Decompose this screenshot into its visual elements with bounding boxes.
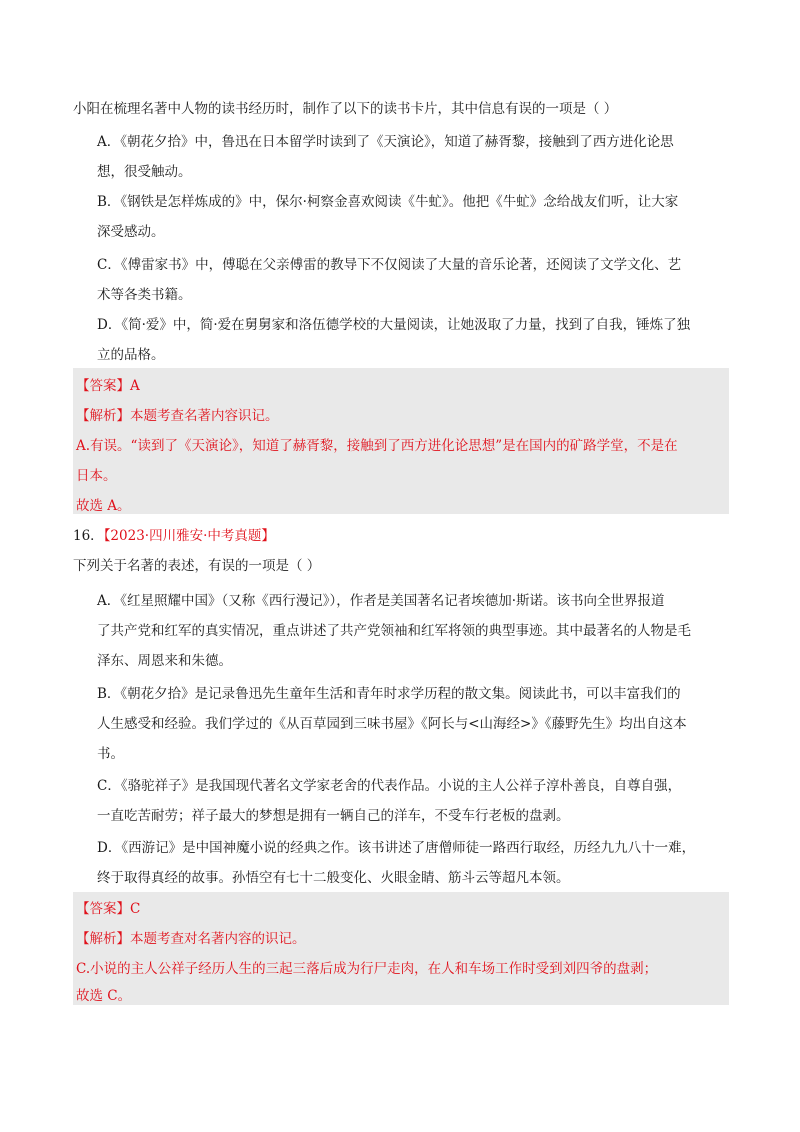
q16-stem: 下列关于名著的表述，有误的一项是（ ） <box>73 558 321 574</box>
q16-source: 【2023·四川雅安·中考真题】 <box>103 528 275 544</box>
q15-answer <box>76 377 140 395</box>
q15-option-b-line1: B．《钢铁是怎样炼成的》中，保尔·柯察金喜欢阅读《牛虻》。他把《牛虻》念给战友们听，让大家 <box>97 194 679 210</box>
q16-option-c-line1: C．《骆驼祥子》是我国现代著名文学家老舍的代表作品。小说的主人公祥子淳朴善良，自尊自强， <box>97 778 682 794</box>
q15-answer-label: 【答案】 <box>76 378 130 394</box>
q16-choose: 故选 C。 <box>76 988 132 1004</box>
q15-option-a-line1: A．《朝花夕拾》中，鲁迅在日本留学时读到了《天演论》，知道了赫胥黎，接触到了西方进化论思 <box>97 134 674 150</box>
q15-answer-value: A <box>130 378 140 394</box>
q16-answer-label: 【答案】 <box>76 901 130 917</box>
q16-analysis-label: 【解析】 <box>76 931 130 947</box>
q16-option-a-line2: 了共产党和红军的真实情况，重点讲述了共产党领袖和红军将领的典型事迹。其中最著名的人物是毛 <box>97 623 691 639</box>
q15-analysis-text: 本题考查名著内容识记。 <box>130 408 279 424</box>
q16-option-b-line2: 人生感受和经验。我们学过的《从百草园到三味书屋》《阿长与<山海经>》《藤野先生》均出自这本 <box>97 716 687 732</box>
q16-option-d-line1: D．《西游记》是中国神魔小说的经典之作。该书讲述了唐僧师徒一路西行取经，历经九九八十一难， <box>97 840 696 856</box>
q16-answer-value: C <box>130 901 141 917</box>
q16-option-c-line2: 一直吃苦耐劳；祥子最大的梦想是拥有一辆自己的洋车，不受车行老板的盘剥。 <box>97 808 570 824</box>
q16-option-a-line3: 泽东、周恩来和朱德。 <box>97 653 232 669</box>
q16-option-b-line1: B．《朝花夕拾》是记录鲁迅先生童年生活和青年时求学历程的散文集。阅读此书，可以丰富我们的 <box>97 686 681 702</box>
q15-option-c-line2: 术等各类书籍。 <box>97 287 192 303</box>
q16-analysis <box>76 930 306 948</box>
q15-option-d-line1: D．《简·爱》中，简·爱在舅舅家和洛伍德学校的大量阅读，让她汲取了力量，找到了自我，锤炼了独 <box>97 317 691 333</box>
q16-answer <box>76 900 140 918</box>
q16-analysis-text: 本题考查对名著内容的识记。 <box>130 931 306 947</box>
q16-option-a-line1: A．《红星照耀中国》（又称《西行漫记》），作者是美国著名记者埃德加·斯诺。该书向全世界报道 <box>97 593 665 609</box>
q16-option-b-line3: 书。 <box>97 746 124 762</box>
q15-explain-line2: 日本。 <box>76 468 117 484</box>
q16-option-d-line2: 终于取得真经的故事。孙悟空有七十二般变化、火眼金睛、筋斗云等超凡本领。 <box>97 870 570 886</box>
q16-explain-line1: C.小说的主人公祥子经历人生的三起三落后成为行尸走肉，在人和车场工作时受到刘四爷的盘剥； <box>76 961 658 977</box>
q15-stem: 小阳在梳理名著中人物的读书经历时，制作了以下的读书卡片，其中信息有误的一项是（ ） <box>73 101 618 117</box>
q15-explain-line1: A.有误。“读到了《天演论》，知道了赫胥黎，接触到了西方进化论思想”是在国内的矿路学堂，不是在 <box>76 438 678 454</box>
q16-answer-block <box>73 892 729 1005</box>
q16-header <box>73 527 275 545</box>
q15-option-a-line2: 想，很受触动。 <box>97 164 192 180</box>
q15-option-b-line2: 深受感动。 <box>97 224 165 240</box>
q15-option-c-line1: C．《傅雷家书》中，傅聪在父亲傅雷的教导下不仅阅读了大量的音乐论著，还阅读了文学文化、艺 <box>97 257 682 273</box>
q16-number: 16． <box>73 528 104 544</box>
q15-option-d-line2: 立的品格。 <box>97 347 165 363</box>
q15-analysis-label: 【解析】 <box>76 408 130 424</box>
q15-analysis <box>76 407 279 425</box>
q15-choose: 故选 A。 <box>76 498 131 514</box>
